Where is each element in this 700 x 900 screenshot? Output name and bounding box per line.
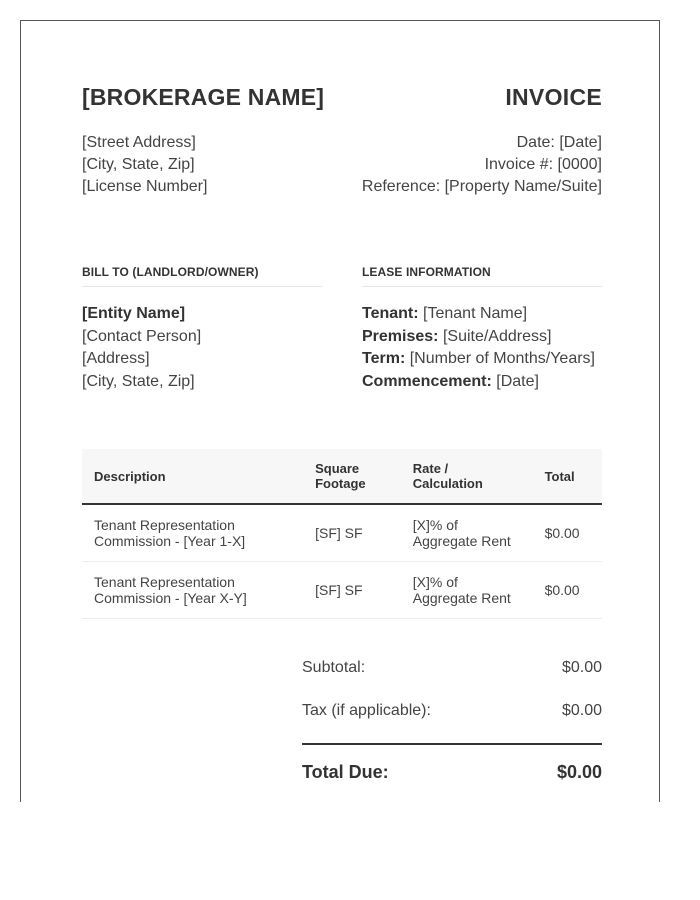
- lease-premises-value: [Suite/Address]: [438, 327, 552, 345]
- row-description: [82, 562, 303, 619]
- invoice-date: Date: [Date]: [516, 134, 602, 151]
- header-square-footage: [303, 449, 401, 504]
- row-description-line1: Tenant Representation: [94, 574, 235, 590]
- row-total: $0.00: [533, 504, 602, 562]
- lease-info-heading: LEASE INFORMATION: [362, 265, 602, 287]
- table-header-row: [82, 449, 602, 504]
- row-rate-line2: Aggregate Rent: [412, 533, 511, 549]
- bill-to-block: [82, 303, 201, 393]
- tax-row: [302, 702, 602, 745]
- city-state-zip: [City, State, Zip]: [82, 156, 195, 173]
- line-items-table: [82, 449, 602, 619]
- invoice-title: INVOICE: [505, 84, 602, 110]
- street-address: [Street Address]: [82, 134, 196, 151]
- brokerage-address: [82, 132, 207, 198]
- table-row: [82, 504, 602, 562]
- row-rate: [401, 562, 533, 619]
- contact-person: [Contact Person]: [82, 327, 202, 345]
- row-description: [82, 504, 303, 562]
- lease-commencement-label: Commencement:: [362, 372, 492, 390]
- bill-to-city-state-zip: [City, State, Zip]: [82, 372, 195, 390]
- total-due-label: Total Due:: [302, 762, 389, 782]
- lease-commencement: [362, 371, 595, 394]
- invoice-sheet: [20, 20, 660, 802]
- lease-tenant-value: [Tenant Name]: [418, 305, 528, 322]
- lease-tenant-label: Tenant:: [362, 305, 419, 322]
- bill-to-heading: BILL TO (LANDLORD/OWNER): [82, 265, 322, 287]
- row-square-footage: [SF] SF: [303, 562, 401, 619]
- invoice-meta: [362, 132, 602, 198]
- header-description: Description: [82, 449, 303, 504]
- invoice-header: [82, 84, 602, 114]
- row-description-line1: Tenant Representation: [94, 517, 235, 533]
- row-square-footage: [SF] SF: [303, 504, 401, 562]
- lease-tenant: [362, 303, 595, 326]
- lease-premises-label: Premises:: [362, 327, 439, 345]
- tax-label: Tax (if applicable):: [302, 702, 431, 719]
- brokerage-name: [BROKERAGE NAME]: [82, 84, 325, 110]
- tax-value: $0.00: [561, 702, 602, 719]
- subtotal-value: $0.00: [561, 659, 602, 676]
- invoice-reference: Reference: [Property Name/Suite]: [361, 178, 602, 195]
- entity-name: [Entity Name]: [82, 305, 186, 322]
- lease-term-label: Term:: [362, 350, 406, 367]
- total-due-value: $0.00: [556, 762, 602, 782]
- subtotal-row: [302, 659, 602, 702]
- row-description-line2: Commission - [Year X-Y]: [94, 590, 247, 606]
- row-rate: [401, 504, 533, 562]
- row-rate-line1: [X]% of: [412, 517, 458, 533]
- totals-divider: [302, 743, 602, 745]
- header-square-footage-line2: Footage: [315, 476, 366, 491]
- header-total: Total: [533, 449, 602, 504]
- lease-commencement-value: [Date]: [491, 372, 539, 390]
- header-rate: Rate / Calculation: [401, 449, 533, 504]
- lease-info-block: [362, 303, 595, 393]
- lease-premises: [362, 326, 595, 349]
- row-rate-line2: Aggregate Rent: [412, 590, 511, 606]
- lease-term: [362, 348, 595, 371]
- row-total: $0.00: [533, 562, 602, 619]
- subtotal-label: Subtotal:: [302, 659, 366, 676]
- bill-to-address: [Address]: [82, 350, 150, 367]
- header-square-footage-line1: Square: [315, 461, 360, 476]
- row-rate-line1: [X]% of: [412, 574, 458, 590]
- totals-block: [302, 659, 602, 782]
- invoice-number: Invoice #: [0000]: [484, 156, 602, 173]
- table-row: [82, 562, 602, 619]
- license-number: [License Number]: [82, 178, 208, 195]
- lease-term-value: [Number of Months/Years]: [405, 350, 595, 367]
- row-description-line2: Commission - [Year 1-X]: [94, 533, 246, 549]
